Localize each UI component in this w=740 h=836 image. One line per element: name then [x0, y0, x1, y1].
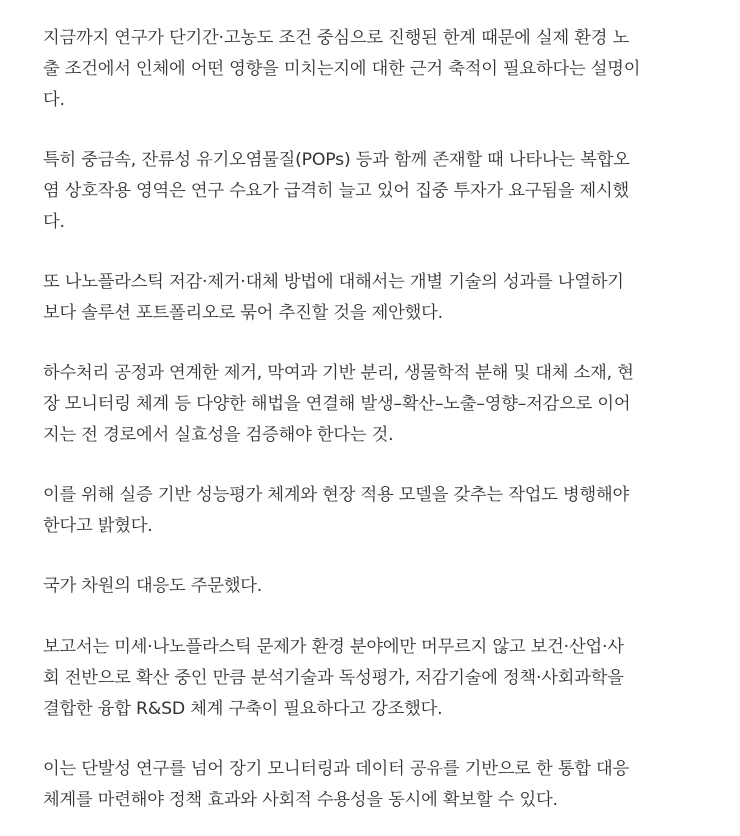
article-paragraph	[43, 754, 703, 816]
article-paragraph	[43, 267, 703, 329]
paragraph-line: 체계를 마련해야 정책 효과와 사회적 수용성을 동시에 확보할 수 있다.	[43, 790, 558, 810]
paragraph-line: 보고서는 미세·나노플라스틱 문제가 환경 분야에만 머무르지 않고 보건·산업·사	[43, 637, 624, 657]
paragraph-line: 다.	[43, 212, 65, 232]
paragraph-line: 염 상호작용 영역은 연구 수요가 급격히 늘고 있어 집중 투자가 요구됨을 제시했	[43, 181, 630, 201]
article-paragraph	[43, 632, 703, 725]
paragraph-line: 결합한 융합 R&SD 체계 구축이 필요하다고 강조했다.	[43, 699, 443, 719]
article-paragraph	[43, 23, 703, 116]
paragraph-line: 지금까지 연구가 단기간·고농도 조건 중심으로 진행된 한계 때문에 실제 환경 노	[43, 28, 630, 48]
article-paragraph	[43, 571, 703, 602]
paragraph-line: 이를 위해 실증 기반 성능평가 체계와 현장 적용 모델을 갖추는 작업도 병행해야	[43, 485, 630, 505]
paragraph-line: 또 나노플라스틱 저감·제거·대체 방법에 대해서는 개별 기술의 성과를 나열하기	[43, 272, 624, 292]
paragraph-line: 특히 중금속, 잔류성 유기오염물질(POPs) 등과 함께 존재할 때 나타나는 복합오	[43, 150, 630, 170]
paragraph-line: 이는 단발성 연구를 넘어 장기 모니터링과 데이터 공유를 기반으로 한 통합 대응	[43, 759, 630, 779]
article-paragraph	[43, 358, 703, 451]
paragraph-line: 한다고 밝혔다.	[43, 516, 153, 536]
paragraph-line: 회 전반으로 확산 중인 만큼 분석기술과 독성평가, 저감기술에 정책·사회과학을	[43, 668, 624, 688]
article-paragraph	[43, 145, 703, 238]
paragraph-line: 국가 차원의 대응도 주문했다.	[43, 576, 263, 596]
paragraph-line: 출 조건에서 인체에 어떤 영향을 미치는지에 대한 근거 축적이 필요하다는 설명이	[43, 59, 641, 79]
paragraph-line: 장 모니터링 체계 등 다양한 해법을 연결해 발생–확산–노출–영향–저감으로 이어	[43, 394, 631, 414]
paragraph-line: 하수처리 공정과 연계한 제거, 막여과 기반 분리, 생물학적 분해 및 대체 소재, 현	[43, 363, 634, 383]
paragraph-line: 보다 솔루션 포트폴리오로 묶어 추진할 것을 제안했다.	[43, 303, 443, 323]
article-paragraph	[43, 480, 703, 542]
paragraph-line: 다.	[43, 90, 65, 110]
paragraph-line: 지는 전 경로에서 실효성을 검증해야 한다는 것.	[43, 425, 394, 445]
